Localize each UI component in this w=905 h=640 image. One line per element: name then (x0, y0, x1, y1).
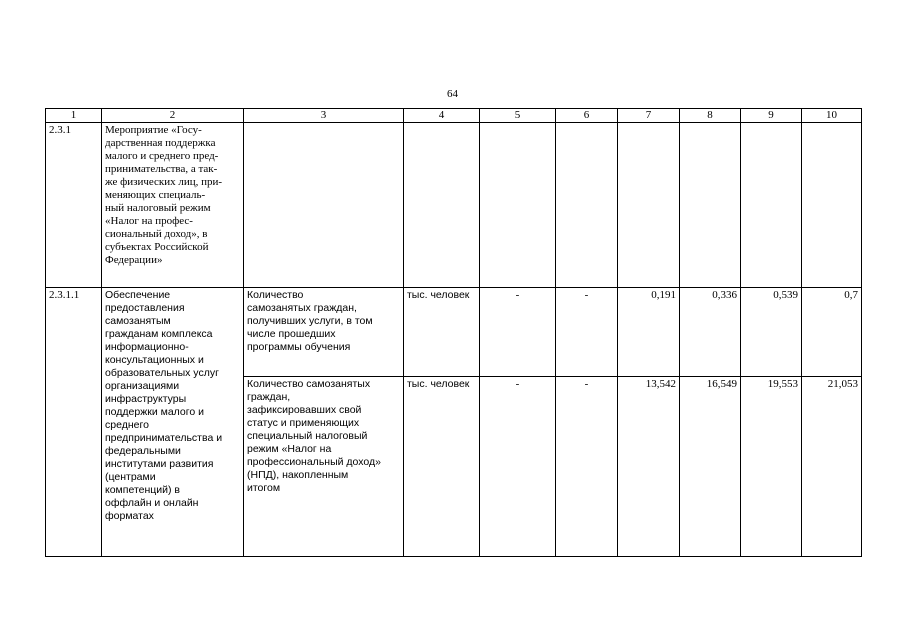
value-col-8: 16,549 (680, 377, 741, 557)
indicator-unit: тыс. человек (404, 288, 480, 377)
table-header-row (46, 109, 862, 123)
indicator-unit: тыс. человек (404, 377, 480, 557)
empty-cell (618, 123, 680, 288)
value-col-6: - (556, 288, 618, 377)
value-col-10: 21,053 (802, 377, 862, 557)
value-col-5: - (480, 288, 556, 377)
row-code: 2.3.1.1 (46, 288, 102, 557)
header-cell-10: 10 (802, 109, 862, 123)
empty-cell (404, 123, 480, 288)
indicator-name: Количество самозанятых граждан, получивших услуги, в том числе прошедших программы обучения (244, 288, 404, 377)
header-cell-7: 7 (618, 109, 680, 123)
empty-cell (802, 123, 862, 288)
indicator-name: Количество самозанятых граждан, зафиксировавших свой статус и применяющих специальный налоговый режим «Налог на профессиональный доход» (НПД), накопленным итогом (244, 377, 404, 557)
header-cell-8: 8 (680, 109, 741, 123)
header-cell-1: 1 (46, 109, 102, 123)
empty-cell (244, 123, 404, 288)
row-code: 2.3.1 (46, 123, 102, 288)
program-table (45, 108, 862, 557)
value-col-10: 0,7 (802, 288, 862, 377)
empty-cell (480, 123, 556, 288)
header-cell-9: 9 (741, 109, 802, 123)
table-row-2-3-1 (46, 123, 862, 288)
header-cell-4: 4 (404, 109, 480, 123)
empty-cell (680, 123, 741, 288)
value-col-5: - (480, 377, 556, 557)
header-cell-5: 5 (480, 109, 556, 123)
empty-cell (741, 123, 802, 288)
value-col-8: 0,336 (680, 288, 741, 377)
value-col-9: 19,553 (741, 377, 802, 557)
value-col-7: 13,542 (618, 377, 680, 557)
value-col-9: 0,539 (741, 288, 802, 377)
value-col-7: 0,191 (618, 288, 680, 377)
header-cell-2: 2 (102, 109, 244, 123)
table-row-2-3-1-1-a (46, 288, 862, 377)
measure-title: Мероприятие «Госу- дарственная поддержка малого и среднего пред- принимательства, а так- же физических лиц, при- меняющих специаль- ный налоговый режим «Налог на профес- сиональный доход», в субъектах Российской Федерации» (102, 123, 244, 288)
measure-title: Обеспечение предоставления самозанятым гражданам комплекса информационно- консультационных и образовательных услуг организациями инфраструктуры поддержки малого и среднего предпринимательства и федеральными институтами развития (центрами компетенций) в оффлайн и онлайн форматах (102, 288, 244, 557)
value-col-6: - (556, 377, 618, 557)
header-cell-3: 3 (244, 109, 404, 123)
header-cell-6: 6 (556, 109, 618, 123)
empty-cell (556, 123, 618, 288)
page-number: 64 (447, 88, 458, 100)
